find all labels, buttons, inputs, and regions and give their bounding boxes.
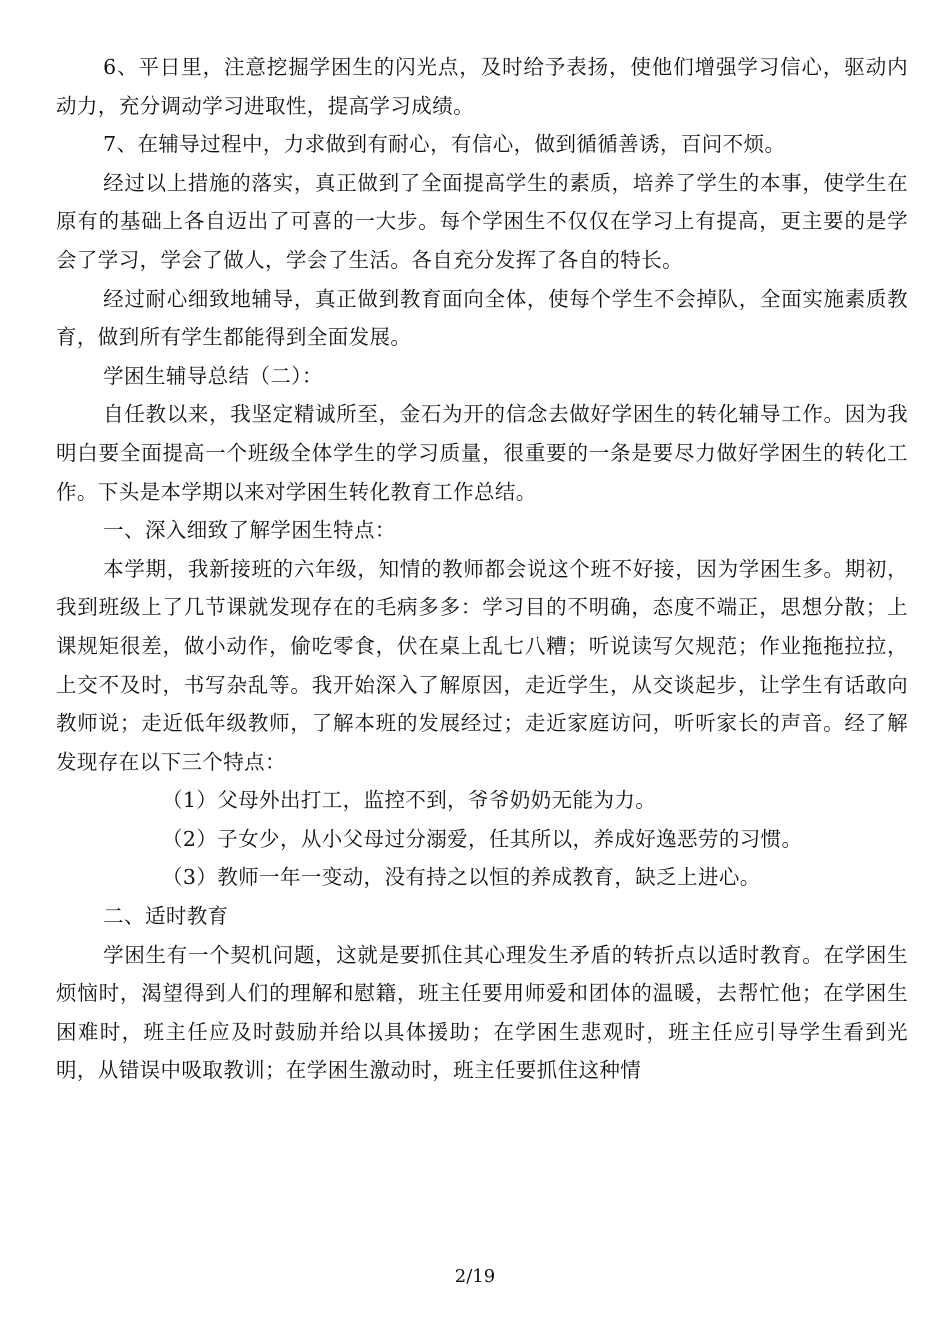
section-title-summary-two: 学困生辅导总结（二）： [103,363,323,388]
paragraph-semester-observation: 本学期，我新接班的六年级，知情的教师都会说这个班不好接，因为学困生多。期初，我到班级上了几节课就发现存在的毛病多多：学习目的不明确，态度不端正，思想分散；上课规矩很差，做小动作，偷吃零食，伏在桌上乱七八糟；听说读写欠规范；作业拖拖拉拉，上交不及时，书写杂乱等。我开始深入了解原因，走近学生，从交谈起步，让学生有话敢向教师说；走近低年级教师，了解本班的发展经过；走近家庭访问，听听家长的声音。经了解发现存在以下三个特点： [56,556,908,774]
section-heading-two: 二、适时教育 [103,904,229,929]
section-heading-one: 一、深入细致了解学困生特点： [103,518,396,543]
list-item-1: （1）父母外出打工，监控不到，爷爷奶奶无能为力。 [162,788,657,813]
paragraph-measures-result: 经过以上措施的落实，真正做到了全面提高学生的素质，培养了学生的本事，使学生在原有的基础上各自迈出了可喜的一大步。每个学困生不仅仅在学习上有提高，更主要的是学会了学习，学会了做人，学会了生活。各自充分发挥了各自的特长。 [56,170,908,272]
page-number: 2/19 [454,1266,496,1287]
paragraph-timely-education: 学困生有一个契机问题，这就是要抓住其心理发生矛盾的转折点以适时教育。在学困生烦恼时，渴望得到人们的理解和慰籍，班主任要用师爱和团体的温暖，去帮忙他；在学困生困难时，班主任应及时鼓励并给以具体援助；在学困生悲观时，班主任应引导学生看到光明，从错误中吸取教训；在学困生激动时，班主任要抓住这种情 [56,942,908,1083]
paragraph-intro: 自任教以来，我坚定精诚所至，金石为开的信念去做好学困生的转化辅导工作。因为我明白要全面提高一个班级全体学生的学习质量，很重要的一条是要尽力做好学困生的转化工作。下头是本学期以来对学困生转化教育工作总结。 [56,402,908,504]
paragraph-item-7: 7、在辅导过程中，力求做到有耐心，有信心，做到循循善诱，百问不烦。 [103,132,786,157]
list-item-3: （3）教师一年一变动，没有持之以恒的养成教育，缺乏上进心。 [162,865,761,890]
list-item-2: （2）子女少，从小父母过分溺爱，任其所以，养成好逸恶劳的习惯。 [162,826,803,851]
paragraph-item-6: 6、平日里，注意挖掘学困生的闪光点，及时给予表扬，使他们增强学习信心，驱动内动力，充分调动学习进取性，提高学习成绩。 [56,55,908,118]
paragraph-patient-tutoring: 经过耐心细致地辅导，真正做到教育面向全体，使每个学生不会掉队，全面实施素质教育，做到所有学生都能得到全面发展。 [56,286,908,350]
document-body [56,48,908,1090]
